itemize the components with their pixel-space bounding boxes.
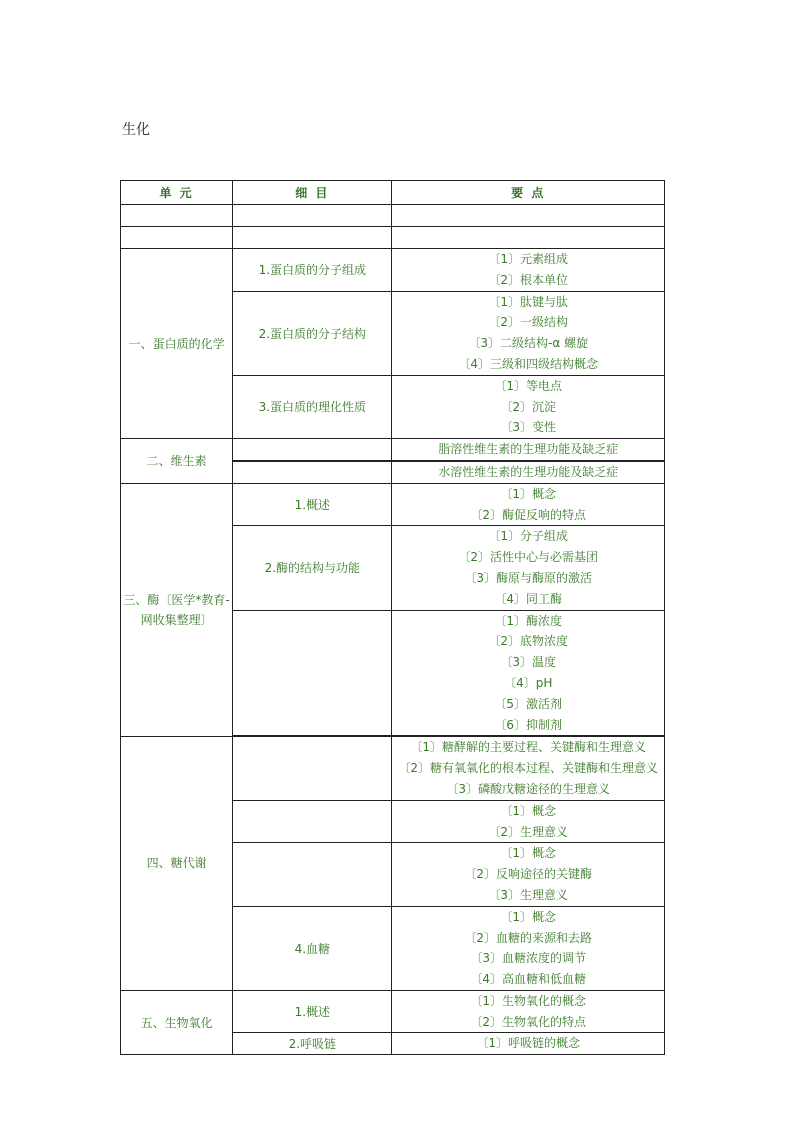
point-item: 〔2〕糖有氧氧化的根本过程、关键酶和生理意义 (398, 761, 659, 776)
point-item: 〔3〕生理意义 (488, 887, 569, 902)
topic-cell (233, 800, 392, 843)
point-item: 〔3〕磷酸戊糖途径的生理意义 (446, 781, 611, 796)
point-item: 〔3〕酶原与酶原的激活 (464, 570, 593, 585)
empty-cell (121, 227, 233, 249)
topic-cell: 2.酶的结构与功能 (233, 526, 392, 610)
topic-cell: 1.概述 (233, 990, 392, 1033)
table-row (121, 990, 665, 1033)
points-cell (392, 249, 665, 292)
points-cell (392, 1033, 665, 1055)
unit-cell: 三、酶〔医学*教育-网收集整理〕 (121, 483, 233, 736)
table-row (121, 736, 665, 800)
empty-cell (121, 205, 233, 227)
point-item: 水溶性维生素的生理功能及缺乏症 (438, 464, 619, 479)
point-item: 〔1〕酶浓度 (494, 613, 563, 628)
point-item: 〔2〕底物浓度 (488, 634, 569, 649)
unit-cell: 五、生物氧化 (121, 990, 233, 1054)
point-item: 〔4〕同工酶 (494, 591, 563, 606)
topic-cell: 4.血糖 (233, 906, 392, 990)
point-item: 〔4〕高血糖和低血糖 (470, 972, 587, 987)
empty-cell (392, 227, 665, 249)
empty-cell (233, 205, 392, 227)
topic-cell: 1.概述 (233, 483, 392, 526)
empty-row (121, 205, 665, 227)
point-item: 〔2〕血糖的来源和去路 (464, 930, 593, 945)
header-topic: 细 目 (233, 181, 392, 205)
point-item: 〔3〕变性 (500, 420, 557, 435)
point-item: 〔2〕一级结构 (488, 315, 569, 330)
header-points: 要 点 (392, 181, 665, 205)
point-item: 〔2〕酶促反响的特点 (470, 507, 587, 522)
topic-cell (233, 610, 392, 736)
point-item: 〔1〕概念 (500, 803, 557, 818)
points-cell (392, 610, 665, 736)
table-row (121, 483, 665, 526)
point-item: 〔1〕等电点 (494, 378, 563, 393)
empty-row (121, 227, 665, 249)
point-item: 〔1〕肽键与肽 (488, 294, 569, 309)
table-row (121, 249, 665, 292)
topic-cell (233, 461, 392, 483)
point-item: 〔3〕温度 (500, 655, 557, 670)
point-item: 〔1〕糖酵解的主要过程、关键酶和生理意义 (410, 740, 647, 755)
point-item: 〔1〕概念 (500, 846, 557, 861)
point-item: 〔2〕生物氧化的特点 (470, 1014, 587, 1029)
unit-cell: 一、蛋白质的化学 (121, 249, 233, 439)
point-item: 脂溶性维生素的生理功能及缺乏症 (438, 442, 619, 457)
point-item: 〔1〕元素组成 (488, 252, 569, 266)
points-cell (392, 375, 665, 438)
points-cell (392, 461, 665, 483)
table-row (121, 439, 665, 461)
point-item: 〔1〕概念 (500, 909, 557, 924)
point-item: 〔2〕生理意义 (488, 824, 569, 839)
topic-cell (233, 843, 392, 906)
point-item: 〔2〕根本单位 (488, 272, 569, 287)
unit-cell: 四、糖代谢 (121, 736, 233, 990)
empty-cell (233, 227, 392, 249)
points-cell (392, 483, 665, 526)
header-unit: 单 元 (121, 181, 233, 205)
point-item: 〔2〕反响途径的关键酶 (464, 867, 593, 882)
header-row (121, 181, 665, 205)
point-item: 〔2〕活性中心与必需基团 (458, 550, 599, 565)
points-cell (392, 906, 665, 990)
points-cell (392, 843, 665, 906)
point-item: 〔1〕概念 (500, 486, 557, 501)
syllabus-table (120, 180, 665, 1055)
topic-cell: 2.呼吸链 (233, 1033, 392, 1055)
points-cell (392, 291, 665, 375)
point-item: 〔1〕分子组成 (488, 529, 569, 544)
points-cell (392, 990, 665, 1033)
point-item: 〔5〕激活剂 (494, 696, 563, 711)
topic-cell: 3.蛋白质的理化性质 (233, 375, 392, 438)
point-item: 〔1〕呼吸链的概念 (476, 1036, 581, 1051)
points-cell (392, 736, 665, 800)
point-item: 〔3〕二级结构-α 螺旋 (468, 336, 589, 351)
empty-cell (392, 205, 665, 227)
point-item: 〔6〕抑制剂 (494, 717, 563, 732)
unit-cell: 二、维生素 (121, 439, 233, 484)
point-item: 〔2〕沉淀 (500, 399, 557, 414)
points-cell (392, 526, 665, 610)
point-item: 〔4〕pH (504, 675, 553, 690)
topic-cell (233, 736, 392, 800)
topic-cell (233, 439, 392, 461)
topic-cell: 1.蛋白质的分子组成 (233, 249, 392, 292)
topic-cell: 2.蛋白质的分子结构 (233, 291, 392, 375)
point-item: 〔4〕三级和四级结构概念 (458, 356, 599, 371)
page-title: 生化 (122, 122, 150, 138)
point-item: 〔3〕血糖浓度的调节 (470, 951, 587, 966)
points-cell (392, 439, 665, 461)
points-cell (392, 800, 665, 843)
point-item: 〔1〕生物氧化的概念 (470, 993, 587, 1008)
